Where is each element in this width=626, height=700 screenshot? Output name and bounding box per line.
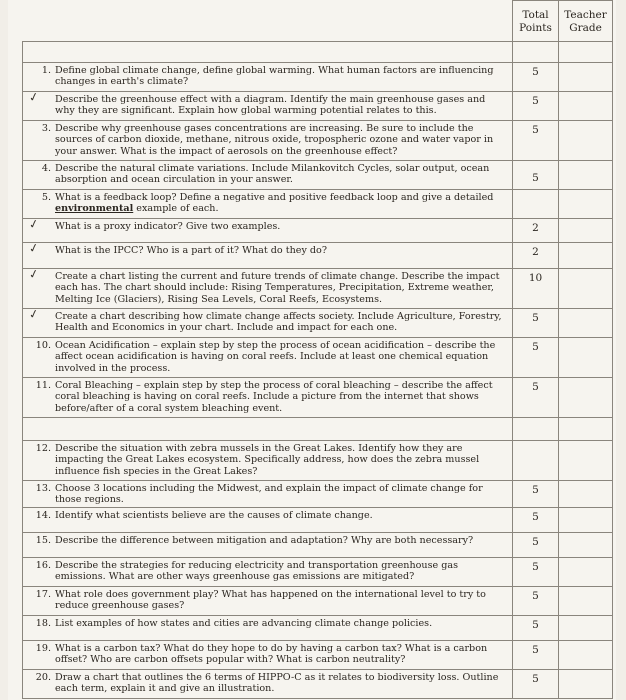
table-row — [23, 378, 613, 418]
question-number: 10. — [35, 340, 51, 351]
question-number: 17. — [35, 589, 51, 600]
question-cell — [23, 508, 513, 533]
question-text: Define global climate change, define global warming. What human factors are influencing changes in earth's climate? — [55, 65, 494, 88]
table-row — [23, 63, 613, 92]
table-row — [23, 616, 613, 641]
grade-cell[interactable] — [559, 219, 613, 243]
points-cell: 5 — [513, 670, 559, 699]
question-cell — [23, 161, 513, 190]
table-row — [23, 269, 613, 309]
question-text: List examples of how states and cities are advancing climate change policies. — [55, 618, 433, 629]
question-cell — [23, 641, 513, 670]
grade-cell[interactable] — [559, 309, 613, 338]
question-text: What is a carbon tax? What do they hope to do by having a carbon tax? What is a carbon offset? Who are carbon offsets popular with? What is carbon neutrality? — [55, 643, 488, 666]
points-cell: 5 — [513, 558, 559, 587]
question-cell — [23, 89, 513, 121]
grade-cell[interactable] — [559, 533, 613, 558]
grade-cell[interactable] — [559, 121, 613, 161]
question-text: What is a proxy indicator? Give two examples. — [55, 221, 281, 232]
question-number: 20. — [35, 672, 51, 683]
question-cell — [23, 266, 513, 309]
question-cell — [23, 441, 513, 481]
points-cell: 5 — [513, 508, 559, 533]
header-row — [23, 1, 613, 42]
table-row — [23, 243, 613, 269]
table-row — [23, 92, 613, 121]
table-row — [23, 121, 613, 161]
spacer-row — [23, 42, 613, 63]
question-number: 16. — [35, 560, 51, 571]
grade-cell[interactable] — [559, 92, 613, 121]
points-cell: 2 — [513, 243, 559, 269]
checkmark-icon: ✓ — [27, 89, 41, 105]
question-number: 1. — [41, 65, 51, 76]
question-text: Describe the situation with zebra mussels in the Great Lakes. Identify how they are impacting the Great Lakes ecosystem. Specifically address, how does the zebra mussel influence fish species in the Great Lakes? — [55, 443, 480, 477]
grade-cell[interactable] — [559, 243, 613, 269]
table-row — [23, 481, 613, 508]
table-row — [23, 338, 613, 378]
question-number: 19. — [35, 643, 51, 654]
points-cell: 5 — [513, 161, 559, 190]
table-row — [23, 508, 613, 533]
table-row — [23, 533, 613, 558]
question-number: 11. — [35, 380, 51, 391]
question-text: Describe why greenhouse gases concentrations are increasing. Be sure to include the sources of carbon dioxide, methane, nitrous oxide, tropospheric ozone and water vapor in your answer. What is the impact of aerosols on the greenhouse effect? — [55, 123, 494, 157]
grade-cell[interactable] — [559, 508, 613, 533]
question-number: 5. — [41, 192, 51, 203]
points-cell: 5 — [513, 121, 559, 161]
question-cell — [23, 63, 513, 92]
grade-cell[interactable] — [559, 378, 613, 418]
question-text: What is the IPCC? Who is a part of it? What do they do? — [55, 245, 327, 256]
question-cell — [23, 670, 513, 699]
question-cell — [23, 587, 513, 616]
question-cell — [23, 306, 513, 338]
question-text: Choose 3 locations including the Midwest, and explain the impact of climate change for those regions. — [55, 483, 483, 506]
grade-cell[interactable] — [559, 481, 613, 508]
points-cell: 5 — [513, 63, 559, 92]
points-cell — [513, 190, 559, 219]
question-cell — [23, 216, 513, 243]
table-row — [23, 670, 613, 699]
points-cell: 5 — [513, 378, 559, 418]
question-text: Describe the natural climate variations. Include Milankovitch Cycles, solar output, ocean absorption and ocean circulation in your answer. — [55, 163, 490, 186]
rubric-sheet — [8, 0, 616, 700]
table-row — [23, 641, 613, 670]
question-number: 18. — [35, 618, 51, 629]
question-cell — [23, 338, 513, 378]
table-row — [23, 219, 613, 243]
question-text: Create a chart describing how climate change affects society. Include Agriculture, Forestry, Health and Economics in your chart. Include and impact for each one. — [55, 311, 502, 334]
checkmark-icon: ✓ — [27, 266, 41, 282]
points-cell: 10 — [513, 269, 559, 309]
question-text: Describe the greenhouse effect with a diagram. Identify the main greenhouse gases and why they are significant. Explain how global warming potential relates to this. — [55, 94, 486, 117]
table-row — [23, 309, 613, 338]
question-number: 13. — [35, 483, 51, 494]
grade-cell[interactable] — [559, 587, 613, 616]
points-cell: 2 — [513, 219, 559, 243]
question-text: Draw a chart that outlines the 6 terms of HIPPO-C as it relates to biodiversity loss. Outline each term, explain it and give an illustration. — [55, 672, 499, 695]
points-cell: 5 — [513, 616, 559, 641]
points-cell: 5 — [513, 641, 559, 670]
question-cell — [23, 378, 513, 418]
question-number: 12. — [35, 443, 51, 454]
checkmark-icon: ✓ — [27, 240, 41, 256]
question-text: Describe the strategies for reducing electricity and transportation greenhouse gas emissions. What are other ways greenhouse gas emissions are mitigated? — [55, 560, 459, 583]
rubric-table — [22, 0, 613, 699]
grade-cell[interactable] — [559, 63, 613, 92]
grade-cell[interactable] — [559, 338, 613, 378]
spacer-row — [23, 418, 613, 441]
table-row — [23, 558, 613, 587]
question-text: Create a chart listing the current and future trends of climate change. Describe the impact each has. The chart should include: Rising Temperatures, Precipitation, Extreme weather, Melting Ice (Glaciers), Rising Sea Levels, Coral Reefs, Ecosystems. — [55, 271, 500, 305]
grade-cell[interactable] — [559, 269, 613, 309]
points-cell: 5 — [513, 481, 559, 508]
points-cell: 5 — [513, 587, 559, 616]
header-blank — [23, 1, 513, 42]
points-cell — [513, 441, 559, 481]
question-number: 3. — [41, 123, 51, 134]
question-cell — [23, 190, 513, 219]
grade-cell[interactable] — [559, 190, 613, 219]
points-cell: 5 — [513, 309, 559, 338]
grade-cell[interactable] — [559, 558, 613, 587]
question-text: What role does government play? What has happened on the international level to try to reduce greenhouse gases? — [55, 589, 486, 612]
grade-cell[interactable] — [559, 161, 613, 190]
question-cell — [23, 481, 513, 508]
question-text: example of each. — [133, 203, 219, 215]
points-cell: 5 — [513, 533, 559, 558]
question-text: Coral Bleaching – explain step by step the process of coral bleaching – describe the affect coral bleaching is having on coral reefs. Include a picture from the internet that shows before/after of a coral system bleaching event. — [55, 380, 493, 414]
question-text: Describe the difference between mitigation and adaptation? Why are both necessary? — [55, 535, 474, 546]
question-cell — [23, 240, 513, 269]
table-row — [23, 441, 613, 481]
grade-cell[interactable] — [559, 641, 613, 670]
table-row — [23, 161, 613, 190]
question-cell — [23, 616, 513, 641]
question-cell — [23, 558, 513, 587]
checkmark-icon: ✓ — [27, 306, 41, 322]
question-number: 15. — [35, 535, 51, 546]
points-cell: 5 — [513, 92, 559, 121]
question-cell — [23, 121, 513, 161]
question-text: What is a feedback loop? Define a negative and positive feedback loop and give a detailed — [55, 192, 494, 203]
grade-cell[interactable] — [559, 441, 613, 481]
question-text: Ocean Acidification – explain step by step the process of ocean acidification – describe the affect ocean acidification is having on coral reefs. Include at least one chemical equation involved in the process. — [55, 340, 496, 374]
question-cell — [23, 533, 513, 558]
checkmark-icon: ✓ — [27, 216, 41, 232]
grade-cell[interactable] — [559, 616, 613, 641]
teacher-grade-header: Teacher Grade — [559, 1, 613, 42]
table-row — [23, 190, 613, 219]
grade-cell[interactable] — [559, 670, 613, 699]
question-text-emphasis: environmental — [55, 203, 134, 215]
total-points-header: Total Points — [513, 1, 559, 42]
question-text: Identify what scientists believe are the causes of climate change. — [55, 510, 373, 521]
question-number: 14. — [35, 510, 51, 521]
question-number: 4. — [41, 163, 51, 174]
points-cell: 5 — [513, 338, 559, 378]
table-row — [23, 587, 613, 616]
